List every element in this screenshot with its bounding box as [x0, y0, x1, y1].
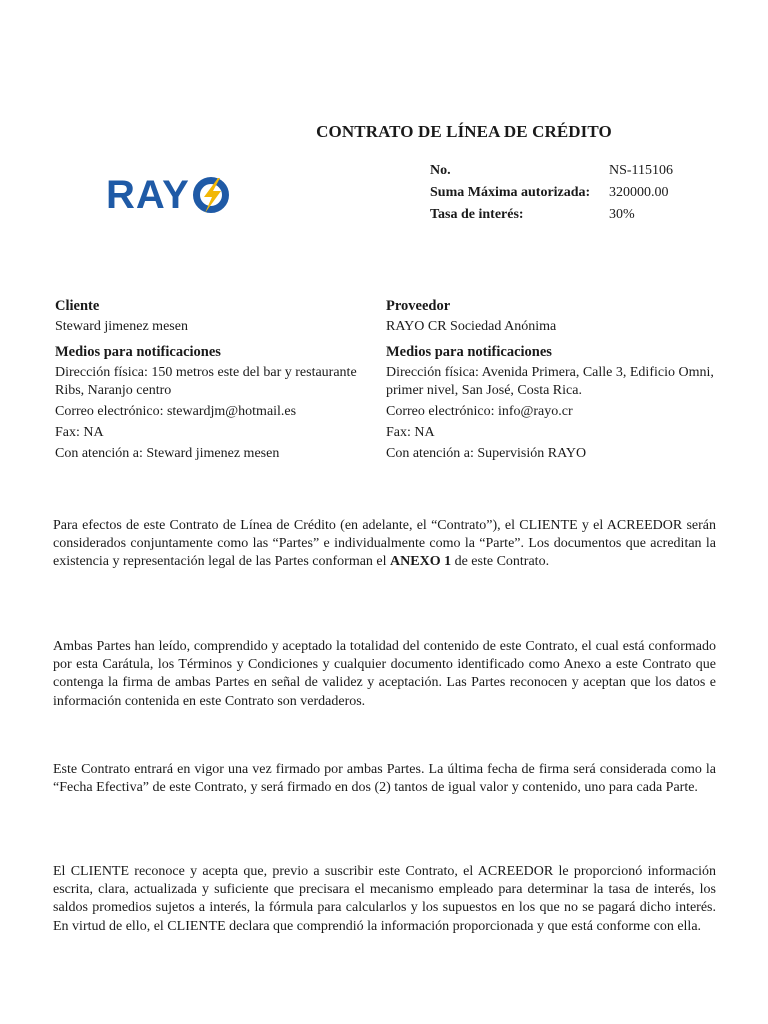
- client-notif-heading: Medios para notificaciones: [55, 344, 221, 360]
- paragraph-acceptance: Ambas Partes han leído, comprendido y aceptado la totalidad del contenido de este Contrato, el cual está conformado por esta Carátula, los Términos y Condiciones y cualquier documento identificado como Anexo a este Contrato que contenga la firma de ambas Partes en señal de validez y aceptación. Las Partes reconocen y aceptan que los datos e información contenida en este Contrato son verdaderos.: [53, 639, 716, 709]
- client-attention: Con atención a: Steward jimenez mesen: [55, 446, 280, 461]
- lightning-bolt-icon: [191, 175, 231, 215]
- provider-section: [386, 297, 716, 466]
- annex-reference: ANEXO 1: [390, 554, 452, 570]
- logo-wordmark: RAY: [106, 173, 190, 217]
- paragraph-definitions: Para efectos de este Contrato de Línea de Crédito (en adelante, el “Contrato”), el CLIENTE y el ACREEDOR serán considerados conjuntamente como las “Partes” e individualmente como la “Parte”. Los documentos que acreditan la existencia y representación legal de las Partes conforman el ANEXO 1 de este Contrato.: [53, 518, 716, 570]
- provider-heading: Proveedor: [386, 298, 451, 314]
- rayo-logo: [106, 175, 231, 215]
- provider-email: Correo electrónico: info@rayo.cr: [386, 404, 573, 419]
- client-name: Steward jimenez mesen: [55, 319, 188, 334]
- document-title: CONTRATO DE LÍNEA DE CRÉDITO: [316, 122, 612, 141]
- paragraph-effective-date: Este Contrato entrará en vigor una vez firmado por ambas Partes. La última fecha de firma será considerada como la “Fecha Efectiva” de este Contrato, y será firmado en dos (2) tantos de igual valor y contenido, uno para cada Parte.: [53, 762, 716, 796]
- provider-name: RAYO CR Sociedad Anónima: [386, 319, 557, 334]
- client-fax: Fax: NA: [55, 425, 104, 440]
- provider-address: Dirección física: Avenida Primera, Calle 3, Edificio Omni, primer nivel, San José, Costa Rica.: [386, 365, 714, 398]
- info-row-number: No. NS-115106: [430, 163, 674, 178]
- provider-attention: Con atención a: Supervisión RAYO: [386, 446, 587, 461]
- paragraph-disclosure: El CLIENTE reconoce y acepta que, previo a suscribir este Contrato, el ACREEDOR le proporcionó información escrita, clara, actualizada y suficiente que precisara el mecanismo empleado para determinar la tasa de interés, los saldos promedios sujetos a interés, la fórmula para calcularlos y los supuestos en los que no se pagará dicho interés. En virtud de ello, el CLIENTE declara que comprendió la información proporcionada y que está conforme con ella.: [53, 864, 716, 934]
- provider-notif-heading: Medios para notificaciones: [386, 344, 552, 360]
- client-section: [55, 297, 385, 466]
- client-email: Correo electrónico: stewardjm@hotmail.es: [55, 404, 297, 419]
- contract-info: [430, 163, 673, 229]
- info-row-interest-rate: Tasa de interés: 30%: [430, 207, 635, 222]
- provider-fax: Fax: NA: [386, 425, 435, 440]
- client-address: Dirección física: 150 metros este del bar y restaurante Ribs, Naranjo centro: [55, 365, 357, 398]
- info-row-max-amount: Suma Máxima autorizada: 320000.00: [430, 185, 669, 200]
- client-heading: Cliente: [55, 298, 100, 314]
